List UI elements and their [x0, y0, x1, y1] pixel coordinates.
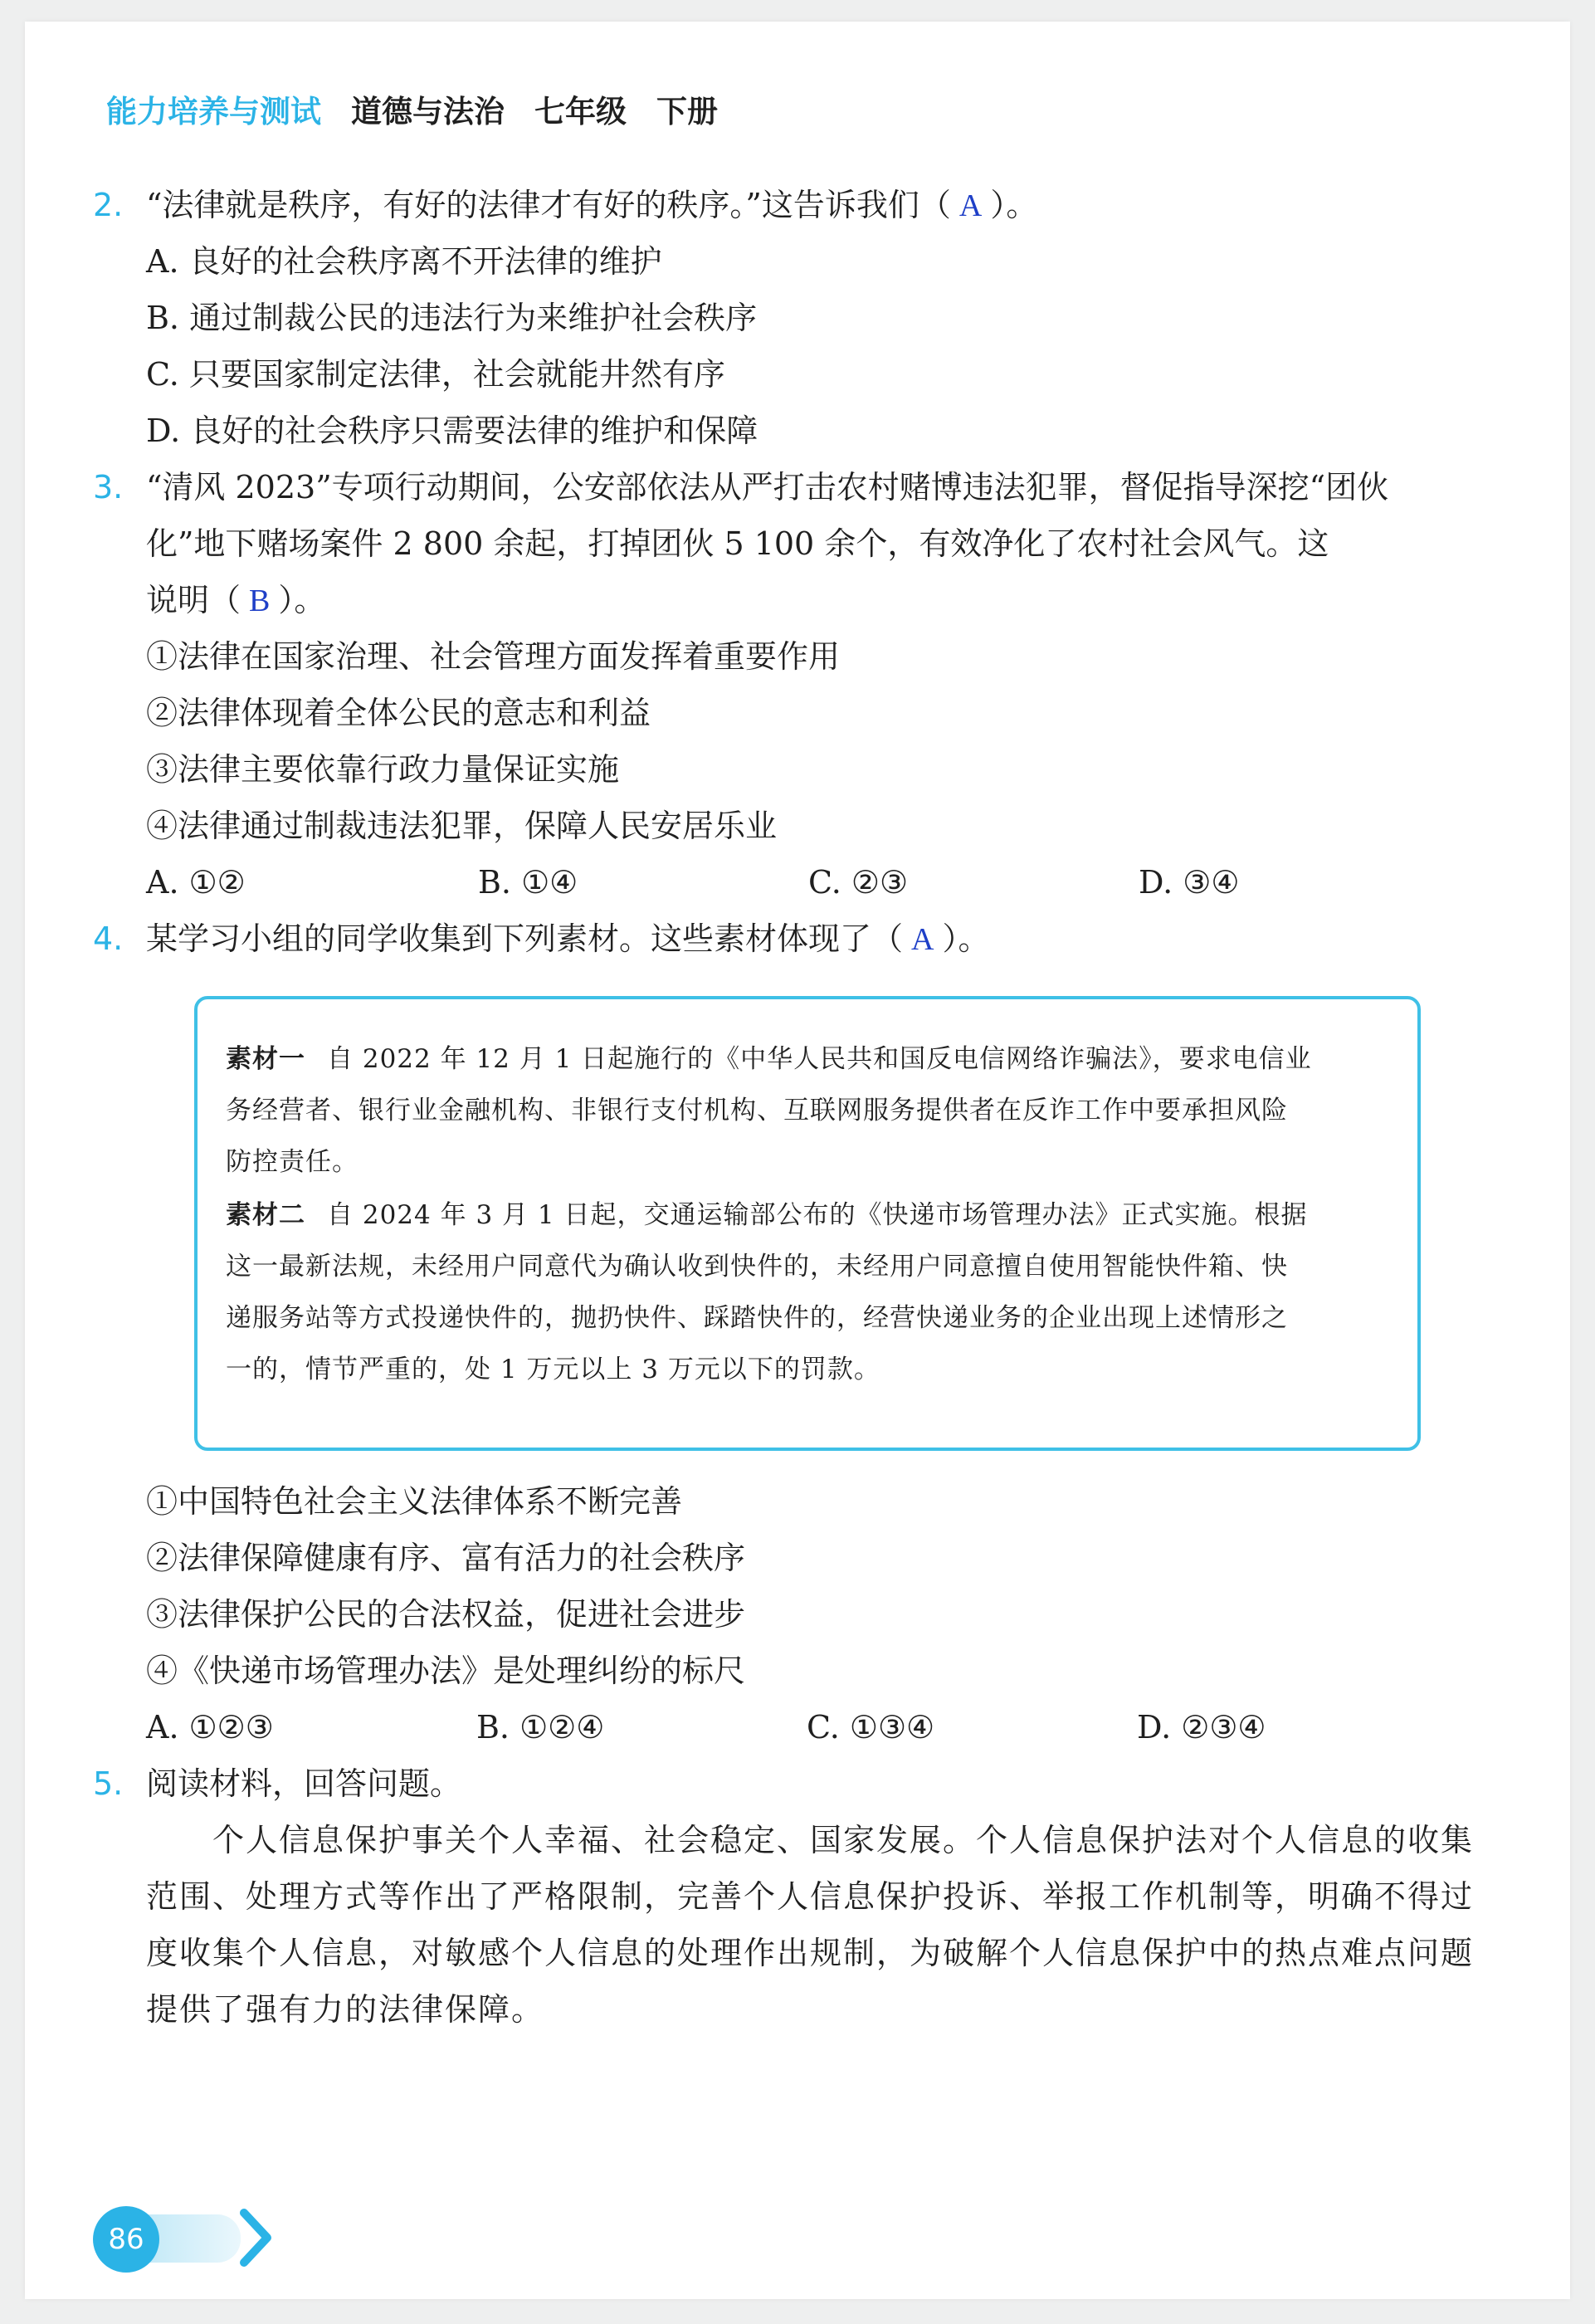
chevron-right-icon: [236, 2204, 277, 2271]
option-line: B. 通过制裁公民的违法行为来维护社会秩序: [146, 300, 758, 336]
statement-item: ③法律保护公民的合法权益，促进社会进步: [146, 1596, 746, 1633]
paragraph-line: 度收集个人信息，对敏感个人信息的处理作出规制，为破解个人信息保护中的热点难点问题: [146, 1935, 1475, 1971]
material-line: 务经营者、银行业金融机构、非银行支付机构、互联网服务提供者在反诈工作中要承担风险: [226, 1096, 1288, 1125]
paragraph-line: 个人信息保护事关个人幸福、社会稳定、国家发展。个人信息保护法对个人信息的收集: [146, 1822, 1475, 1858]
grade-title: 七年级: [534, 94, 627, 129]
question-number: 4.: [93, 920, 124, 957]
question-stem: 说明（ B ）。: [146, 582, 326, 618]
choice: C. ②③: [808, 864, 909, 901]
page-number: 86: [93, 2206, 159, 2273]
question-stem: “法律就是秩序，有好的法律才有好的秩序。”这告诉我们（ A ）。: [146, 187, 1038, 223]
statement-item: ④《快递市场管理办法》是处理纠纷的标尺: [146, 1653, 746, 1689]
choice: B. ①④: [478, 864, 578, 901]
question-number: 2.: [93, 187, 124, 223]
paragraph-line: 提供了强有力的法律保障。: [146, 1991, 545, 2028]
choice: D. ③④: [1139, 864, 1240, 901]
statement-item: ③法律主要依靠行政力量保证实施: [146, 751, 620, 788]
option-line: D. 良好的社会秩序只需要法律的维护和保障: [146, 413, 758, 449]
material-line: 素材二 自 2024 年 3 月 1 日起，交通运输部公布的《快递市场管理办法》正式实施。根据: [226, 1200, 1308, 1230]
answer-mark: A: [958, 188, 983, 223]
paragraph-line: 范围、处理方式等作出了严格限制，完善个人信息保护投诉、举报工作机制等，明确不得过: [146, 1878, 1475, 1915]
material-line: 素材一 自 2022 年 12 月 1 日起施行的《中华人民共和国反电信网络诈骗法》，要求电信业: [226, 1044, 1312, 1074]
question-number: 3.: [93, 469, 124, 505]
question-stem: “清风 2023”专项行动期间，公安部依法从严打击农村赌博违法犯罪，督促指导深挖“团伙: [146, 469, 1389, 505]
choice: D. ②③④: [1137, 1709, 1266, 1745]
page-header: [106, 86, 718, 131]
volume-title: 下册: [656, 94, 718, 129]
choice: B. ①②④: [476, 1709, 605, 1745]
question-number: 5.: [93, 1765, 124, 1802]
subject-title: 道德与法治: [351, 94, 505, 129]
material-line: 一的，情节严重的，处 1 万元以上 3 万元以下的罚款。: [226, 1355, 880, 1384]
material-label: 素材二: [226, 1200, 305, 1230]
question-stem: 化”地下赌场案件 2 800 余起，打掉团伙 5 100 余个，有效净化了农村社会风气。这: [146, 525, 1329, 562]
question-stem: 阅读材料，回答问题。: [146, 1765, 462, 1802]
series-title: 能力培养与测试: [106, 94, 321, 129]
choice: A. ①②: [146, 864, 246, 901]
material-label: 素材一: [226, 1044, 305, 1074]
material-line: 防控责任。: [226, 1147, 359, 1177]
answer-mark: A: [911, 922, 934, 957]
option-line: C. 只要国家制定法律，社会就能井然有序: [146, 356, 725, 393]
choice: A. ①②③: [146, 1709, 274, 1745]
material-line: 递服务站等方式投递快件的，抛扔快件、踩踏快件的，经营快递业务的企业出现上述情形之: [226, 1303, 1288, 1333]
choice: C. ①③④: [807, 1709, 935, 1745]
option-line: A. 良好的社会秩序离不开法律的维护: [146, 243, 662, 280]
statement-item: ①中国特色社会主义法律体系不断完善: [146, 1483, 683, 1520]
statement-item: ②法律保障健康有序、富有活力的社会秩序: [146, 1540, 746, 1576]
statement-item: ①法律在国家治理、社会管理方面发挥着重要作用: [146, 638, 841, 675]
question-stem: 某学习小组的同学收集到下列素材。这些素材体现了（ A ）。: [146, 920, 990, 957]
answer-mark: B: [249, 583, 271, 618]
material-line: 这一最新法规，未经用户同意代为确认收到快件的，未经用户同意擅自使用智能快件箱、快: [226, 1252, 1288, 1282]
statement-item: ④法律通过制裁违法犯罪，保障人民安居乐业: [146, 808, 778, 844]
statement-item: ②法律体现着全体公民的意志和利益: [146, 695, 651, 731]
